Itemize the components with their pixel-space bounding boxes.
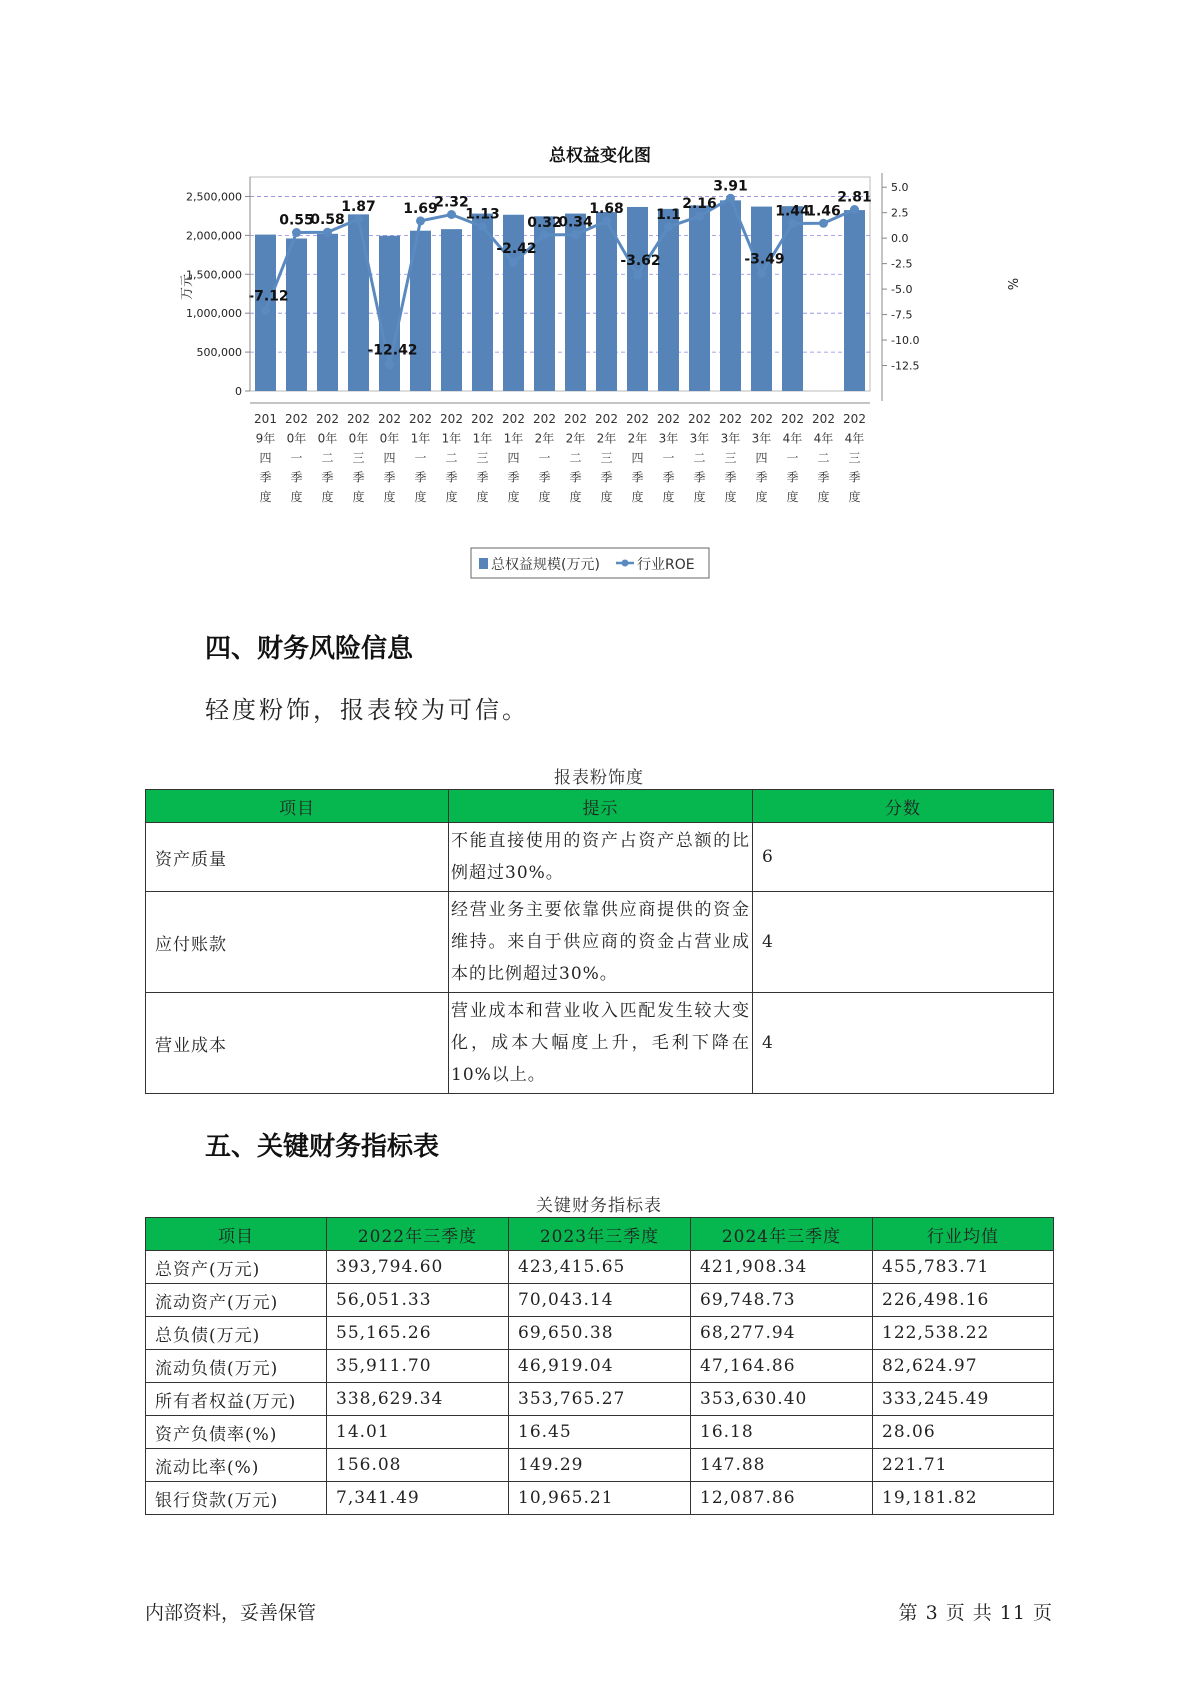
metric-value-cell: 338,629.34 [327,1383,509,1416]
legend-line-label: 行业ROE [637,557,695,573]
roe-data-label: 2.16 [682,196,717,213]
footer-page-number: 第 3 页 共 11 页 [898,1602,1053,1624]
roe-point [509,258,518,267]
metric-value-cell: 14.01 [327,1416,509,1449]
roe-point [292,228,301,237]
risk-item: 应付账款 [146,892,449,993]
metrics-table [145,1217,1054,1515]
metric-name-cell: 流动资产(万元) [146,1284,327,1317]
x-tick-label: 202 2年二季度 [564,412,587,504]
risk-header-hint: 提示 [449,790,753,823]
equity-bar [565,214,586,391]
metric-value-cell: 12,087.86 [691,1482,873,1515]
roe-point [261,306,270,315]
x-tick-label: 202 4年二季度 [812,412,835,504]
y-right-tick-label: 0.0 [891,232,909,246]
section5-heading: 五、关键财务指标表 [205,1132,440,1162]
metric-value-cell: 35,911.70 [327,1350,509,1383]
roe-data-label: 0.32 [527,214,562,231]
metric-name-cell: 总资产(万元) [146,1251,327,1284]
x-tick-label: 202 3年二季度 [688,412,711,504]
metric-name-cell: 所有者权益(万元) [146,1383,327,1416]
x-tick-label: 202 3年四季度 [750,412,773,504]
roe-data-label: 2.32 [434,194,469,211]
y-right-tick-label: -10.0 [891,334,920,348]
roe-point [478,222,487,231]
equity-chart [160,132,1019,602]
roe-point [850,205,859,214]
metric-value-cell: 70,043.14 [509,1284,691,1317]
legend-bar-swatch [479,558,488,569]
x-tick-label: 202 0年三季度 [347,412,370,504]
metric-value-cell: 393,794.60 [327,1251,509,1284]
metric-value-cell: 19,181.82 [873,1482,1054,1515]
metric-name-cell: 流动负债(万元) [146,1350,327,1383]
equity-chart-svg [160,132,1019,602]
y-right-tick-label: -5.0 [891,283,913,297]
roe-data-label: 1.68 [589,201,624,218]
table-row [146,823,1054,892]
roe-data-label: 0.58 [310,212,345,229]
y-left-tick-label: 1,500,000 [186,268,242,282]
x-tick-label: 202 3年一季度 [657,412,680,504]
chart-legend [471,548,709,578]
risk-score: 4 [753,993,1054,1094]
roe-point [416,216,425,225]
roe-point [757,269,766,278]
risk-hint: 不能直接使用的资产占资产总额的比例超过30%。 [449,823,753,892]
roe-point [571,230,580,239]
legend-line-marker [622,560,629,567]
equity-bar [844,210,865,391]
roe-data-label: 1.46 [806,203,841,220]
metrics-header-industry-avg: 行业均值 [873,1218,1054,1251]
metric-value-cell: 226,498.16 [873,1284,1054,1317]
equity-bar [472,214,493,391]
metric-value-cell: 156.08 [327,1449,509,1482]
y-right-tick-label: 2.5 [891,206,909,220]
metric-value-cell: 149.29 [509,1449,691,1482]
roe-point [788,219,797,228]
y-left-tick-label: 1,000,000 [186,307,242,321]
x-tick-label: 202 1年四季度 [502,412,525,504]
y-right-tick-label: -7.5 [891,308,913,322]
roe-point [726,194,735,203]
metric-value-cell: 69,748.73 [691,1284,873,1317]
table-row [146,1284,1054,1317]
risk-table-header-row [146,790,1054,823]
metric-value-cell: 82,624.97 [873,1350,1054,1383]
roe-data-label: -3.62 [620,253,661,270]
equity-bar [689,205,710,391]
equity-bar [348,214,369,391]
roe-data-label: 1.13 [465,206,500,223]
y-left-tick-label: 0 [235,385,242,398]
metric-value-cell: 10,965.21 [509,1482,691,1515]
metric-name-cell: 流动比率(%) [146,1449,327,1482]
roe-point [602,217,611,226]
x-tick-label: 202 0年一季度 [285,412,308,504]
x-tick-label: 202 0年二季度 [316,412,339,504]
metric-name-cell: 总负债(万元) [146,1317,327,1350]
roe-point [354,215,363,224]
metric-value-cell: 55,165.26 [327,1317,509,1350]
metric-value-cell: 122,538.22 [873,1317,1054,1350]
roe-data-label: 1.87 [341,199,376,216]
equity-bar [286,238,307,391]
y-left-tick-label: 2,500,000 [186,190,242,204]
roe-point [540,230,549,239]
roe-point [447,210,456,219]
roe-data-label: 2.81 [837,189,872,206]
x-tick-label: 202 1年二季度 [440,412,463,504]
equity-bar [751,207,772,391]
risk-hint: 经营业务主要依靠供应商提供的资金维持。来自于供应商的资金占营业成本的比例超过30%。 [449,892,753,993]
x-tick-label: 202 1年三季度 [471,412,494,504]
metric-value-cell: 46,919.04 [509,1350,691,1383]
roe-data-label: 1.1 [656,206,681,223]
metric-value-cell: 16.45 [509,1416,691,1449]
roe-point [664,222,673,231]
y-right-tick-label: -2.5 [891,257,913,271]
metric-name-cell: 银行贷款(万元) [146,1482,327,1515]
y-left-tick-label: 2,000,000 [186,229,242,243]
section4-heading: 四、财务风险信息 [205,634,414,664]
risk-score: 4 [753,892,1054,993]
roe-point [385,360,394,369]
roe-data-label: 1.44 [775,203,810,220]
metric-value-cell: 147.88 [691,1449,873,1482]
x-tick-label: 202 1年一季度 [409,412,432,504]
x-tick-label: 202 0年四季度 [378,412,401,504]
equity-bar [596,212,617,391]
roe-point [819,219,828,228]
equity-bar [627,207,648,391]
roe-data-label: 0.55 [279,212,314,229]
risk-item: 资产质量 [146,823,449,892]
roe-point [633,271,642,280]
y-left-tick-label: 500,000 [196,346,242,360]
x-tick-label: 202 4年三季度 [843,412,866,504]
equity-bar [441,229,462,391]
y-left-axis-title: 万元 [180,273,195,301]
roe-point [695,212,704,221]
roe-data-label: 3.91 [713,178,748,195]
metric-value-cell: 16.18 [691,1416,873,1449]
risk-summary: 轻度粉饰，报表较为可信。 [205,696,529,724]
table-row [146,1350,1054,1383]
x-tick-label: 202 2年一季度 [533,412,556,504]
x-tick-label: 202 3年三季度 [719,412,742,504]
risk-table-caption: 报表粉饰度 [554,768,644,788]
equity-bar [720,200,741,391]
roe-data-label: -2.42 [496,240,537,257]
metric-value-cell: 455,783.71 [873,1251,1054,1284]
table-row [146,1449,1054,1482]
risk-item: 营业成本 [146,993,449,1094]
metrics-header-2022q3: 2022年三季度 [327,1218,509,1251]
metric-value-cell: 333,245.49 [873,1383,1054,1416]
roe-data-label: -12.42 [367,342,418,359]
table-row [146,1482,1054,1515]
risk-score: 6 [753,823,1054,892]
metric-value-cell: 423,415.65 [509,1251,691,1284]
metric-value-cell: 353,765.27 [509,1383,691,1416]
roe-data-label: 0.34 [558,214,593,231]
metrics-header-2024q3: 2024年三季度 [691,1218,873,1251]
table-row [146,993,1054,1094]
metric-value-cell: 56,051.33 [327,1284,509,1317]
x-tick-label: 202 2年四季度 [626,412,649,504]
metric-value-cell: 28.06 [873,1416,1054,1449]
x-tick-label: 202 2年三季度 [595,412,618,504]
roe-data-label: -3.49 [744,251,785,268]
table-row [146,1416,1054,1449]
metric-value-cell: 421,908.34 [691,1251,873,1284]
table-row [146,1251,1054,1284]
risk-hint: 营业成本和营业收入匹配发生较大变化，成本大幅度上升，毛利下降在10%以上。 [449,993,753,1094]
metrics-table-caption: 关键财务指标表 [536,1196,662,1216]
metric-value-cell: 47,164.86 [691,1350,873,1383]
metrics-header-item: 项目 [146,1218,327,1251]
y-right-tick-label: 5.0 [891,181,909,195]
chart-title: 总权益变化图 [549,146,651,166]
footer-confidential: 内部资料，妥善保管 [145,1602,317,1624]
roe-data-label: -7.12 [248,288,289,305]
equity-bar [317,234,338,391]
table-row [146,1383,1054,1416]
risk-table [145,789,1054,1094]
x-tick-label: 202 4年一季度 [781,412,804,504]
table-row [146,1317,1054,1350]
metrics-header-2023q3: 2023年三季度 [509,1218,691,1251]
table-row [146,892,1054,993]
metric-value-cell: 353,630.40 [691,1383,873,1416]
roe-data-label: 1.69 [403,200,438,217]
x-tick-label: 201 9年四季度 [254,412,277,504]
metrics-table-header-row [146,1218,1054,1251]
y-right-tick-label: -12.5 [891,359,920,373]
metric-name-cell: 资产负债率(%) [146,1416,327,1449]
metric-value-cell: 69,650.38 [509,1317,691,1350]
risk-header-score: 分数 [753,790,1054,823]
legend-bars-label: 总权益规模(万元) [491,557,600,573]
y-right-axis-title: % [1004,277,1019,291]
risk-header-item: 项目 [146,790,449,823]
metric-value-cell: 68,277.94 [691,1317,873,1350]
roe-point [323,228,332,237]
metric-value-cell: 221.71 [873,1449,1054,1482]
metric-value-cell: 7,341.49 [327,1482,509,1515]
